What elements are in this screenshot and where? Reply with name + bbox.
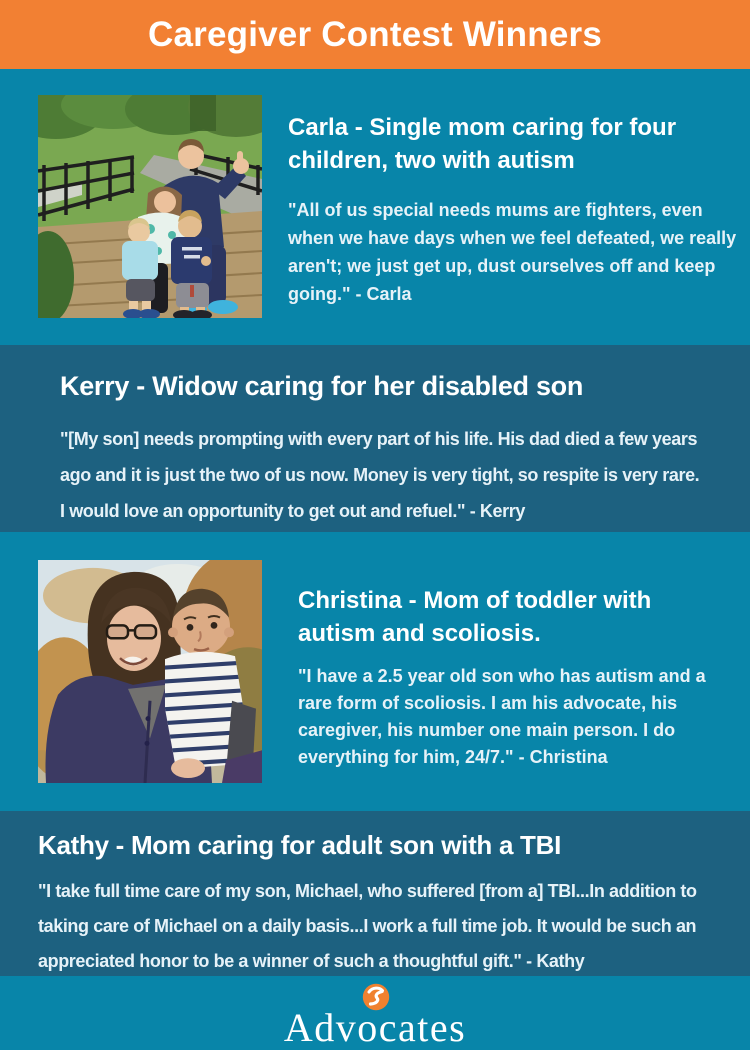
section-kerry (0, 345, 750, 532)
brand-wordmark: Advocates (283, 1005, 467, 1050)
christina-photo (38, 560, 262, 783)
carla-family-photo (38, 95, 262, 318)
christina-text-block (298, 560, 728, 811)
kathy-heading: Kathy - Mom caring for adult son with a TBI (38, 830, 562, 860)
footer (0, 976, 750, 1050)
kerry-heading: Kerry - Widow caring for her disabled son (60, 371, 584, 401)
section-carla (0, 69, 750, 345)
carla-text-block (288, 95, 740, 345)
christina-heading: Christina - Mom of toddler with autism and scoliosis. (298, 587, 652, 647)
header-banner (0, 0, 750, 69)
christina-quote: "I have a 2.5 year old son who has autism and a rare form of scoliosis. I am his advocate, his caregiver, his number one main person. I do everything for him, 24/7." - Christina (298, 666, 706, 767)
section-christina (0, 532, 750, 811)
carla-quote: "All of us special needs mums are fighters, even when we have days when we feel defeated, we really aren't; we just get up, dust ourselves off and keep going." - Carla (288, 200, 737, 304)
page-title: Caregiver Contest Winners (148, 14, 602, 54)
kerry-quote: "[My son] needs prompting with every part of his life. His dad died a few years ago and it is just the two of us now. Money is very tight, so respite is very rare. I would love an opportunity to get out and refuel." - Kerry (60, 429, 700, 521)
carla-heading: Carla - Single mom caring for four children, two with autism (288, 114, 677, 174)
section-kathy (0, 811, 750, 976)
kathy-quote: "I take full time care of my son, Michael, who suffered [from a] TBI...In addition to taking care of Michael on a daily basis...I work a full time job. It would be such an appreciated honor to be a winner of such a thoughtful gift." - Kathy (38, 881, 697, 971)
advocates-logo (0, 983, 750, 1048)
